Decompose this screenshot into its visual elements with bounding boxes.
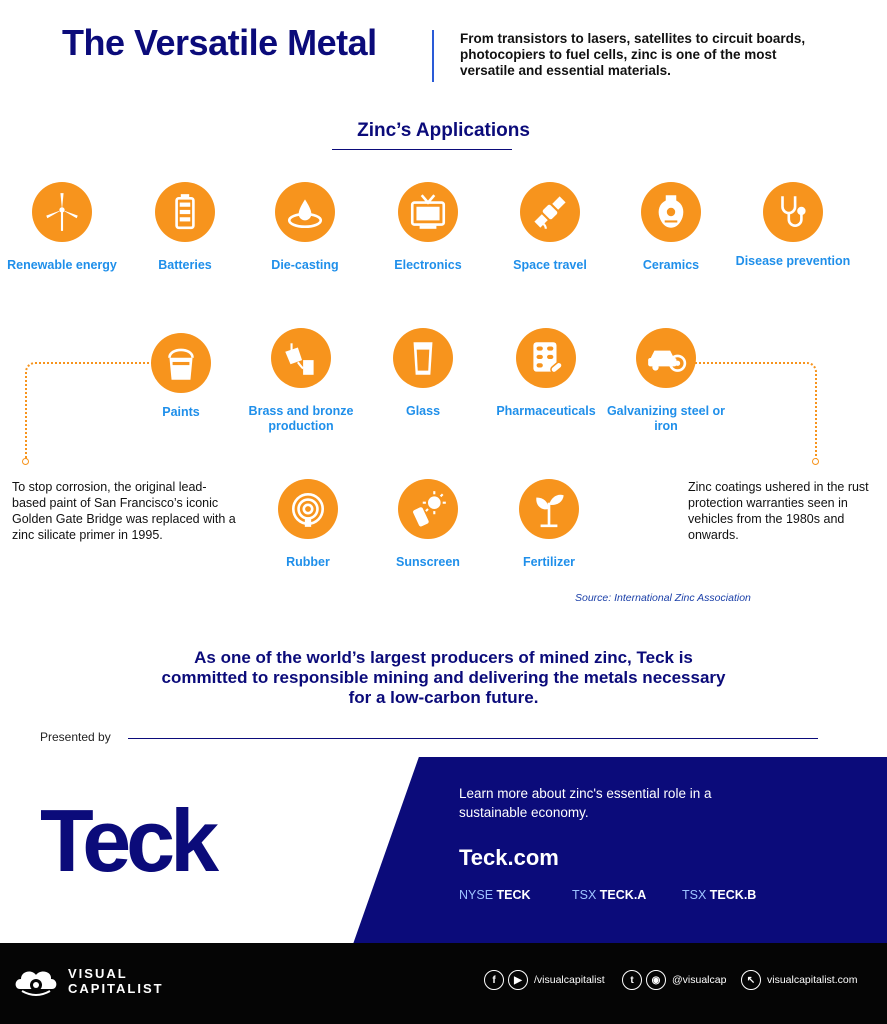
vase-icon bbox=[641, 182, 701, 242]
galvanizing-connector bbox=[695, 362, 817, 460]
intro-text: From transistors to lasers, satellites to circuit boards, photocopiers to fuel cells, zinc is one of the most versatile and essential materials. bbox=[460, 31, 806, 78]
source-citation: Source: International Zinc Association bbox=[575, 592, 751, 604]
satellite-icon bbox=[520, 182, 580, 242]
ladle-icon bbox=[271, 328, 331, 388]
section-title: Zinc’s Applications bbox=[357, 120, 530, 141]
page-title: The Versatile Metal bbox=[62, 22, 377, 63]
ticker-nyse: NYSE TECK bbox=[459, 888, 531, 902]
paints-connector-endpoint bbox=[22, 458, 29, 465]
sprout-icon bbox=[519, 479, 579, 539]
facebook-icon[interactable]: f bbox=[484, 970, 504, 990]
app-electronics: Electronics bbox=[358, 182, 498, 273]
stethoscope-icon bbox=[763, 182, 823, 242]
paints-connector bbox=[25, 362, 153, 460]
app-disease-prevention: Disease prevention bbox=[723, 182, 863, 269]
presented-by-label: Presented by bbox=[40, 730, 111, 744]
hose-icon bbox=[278, 479, 338, 539]
app-brass-bronze: Brass and bronze production bbox=[231, 328, 371, 434]
car-icon bbox=[636, 328, 696, 388]
tv-icon bbox=[398, 182, 458, 242]
battery-icon bbox=[155, 182, 215, 242]
social-facebook-youtube[interactable]: f ▶ /visualcapitalist bbox=[484, 970, 605, 990]
app-sunscreen: Sunscreen bbox=[358, 479, 498, 570]
app-ceramics: Ceramics bbox=[601, 182, 741, 273]
wind-turbine-icon bbox=[32, 182, 92, 242]
teck-website-link[interactable]: Teck.com bbox=[459, 845, 559, 870]
galvanizing-connector-endpoint bbox=[812, 458, 819, 465]
app-paints: Paints bbox=[111, 333, 251, 420]
instagram-icon[interactable]: ◉ bbox=[646, 970, 666, 990]
ticker-tsx-a: TSX TECK.A bbox=[572, 888, 647, 902]
app-space-travel: Space travel bbox=[480, 182, 620, 273]
section-underline bbox=[332, 149, 512, 150]
cursor-icon[interactable]: ↖ bbox=[741, 970, 761, 990]
app-rubber: Rubber bbox=[238, 479, 378, 570]
visual-capitalist-wordmark[interactable]: VISUAL CAPITALIST bbox=[68, 966, 164, 996]
teck-statement: As one of the world’s largest producers of mined zinc, Teck is committed to responsible mining and delivering the metals necessary for a low-carbon future. bbox=[161, 648, 726, 707]
app-glass: Glass bbox=[353, 328, 493, 419]
app-galvanizing: Galvanizing steel or iron bbox=[596, 328, 736, 434]
teck-logo[interactable]: Teck bbox=[40, 791, 215, 890]
ticker-tsx-b: TSX TECK.B bbox=[682, 888, 757, 902]
app-renewable-energy: Renewable energy bbox=[0, 182, 132, 273]
galvanizing-note: Zinc coatings ushered in the rust protection warranties seen in vehicles from the 1980s and onwards. bbox=[688, 480, 869, 542]
paints-note: To stop corrosion, the original lead-based paint of San Francisco’s iconic Golden Gate Bridge was replaced with a zinc silicate primer in 1995. bbox=[12, 480, 236, 542]
title-divider bbox=[432, 30, 434, 82]
sponsor-cta: Learn more about zinc's essential role in a sustainable economy. bbox=[459, 786, 712, 820]
paint-bucket-icon bbox=[151, 333, 211, 393]
app-batteries: Batteries bbox=[115, 182, 255, 273]
app-pharmaceuticals: Pharmaceuticals bbox=[476, 328, 616, 419]
social-twitter-instagram[interactable]: t ◉ @visualcap bbox=[622, 970, 726, 990]
presented-by-divider bbox=[128, 738, 818, 739]
glass-icon bbox=[393, 328, 453, 388]
pills-icon bbox=[516, 328, 576, 388]
sunscreen-icon bbox=[398, 479, 458, 539]
social-website[interactable]: ↖ visualcapitalist.com bbox=[741, 970, 857, 990]
app-die-casting: Die-casting bbox=[235, 182, 375, 273]
twitter-icon[interactable]: t bbox=[622, 970, 642, 990]
youtube-icon[interactable]: ▶ bbox=[508, 970, 528, 990]
app-fertilizer: Fertilizer bbox=[479, 479, 619, 570]
visual-capitalist-logo-icon[interactable] bbox=[12, 963, 62, 1003]
droplet-icon bbox=[275, 182, 335, 242]
